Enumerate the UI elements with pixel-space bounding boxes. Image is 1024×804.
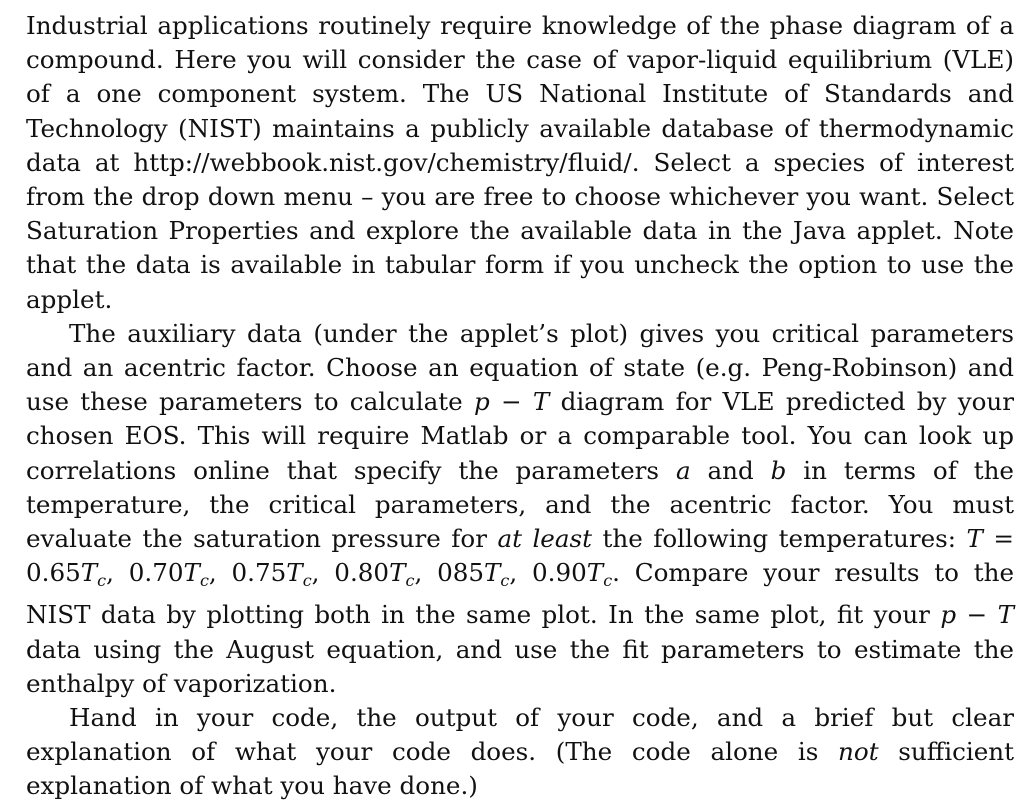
temperature-coefficient: 0.70 xyxy=(128,558,184,588)
temperature-symbol: T xyxy=(286,558,303,588)
paragraph-intro-text: Industrial applications routinely require knowledge of the phase diagram of a compound. Here you will consider the case of vapor-liquid equilibrium (VLE) of a one component system. The US National Institute of Standards and Technology (NIST) maintains a publicly available database of thermodynamic data at http://webbook.nist.gov/chemistry/fluid/. Select a species of interest from the drop down menu – you are free to choose whichever you want. Select Saturation Properties and explore the available data in the Java applet. Note that the data is available in tabular form if you uncheck the option to use the applet. xyxy=(26,11,1014,314)
temperature-separator: , xyxy=(106,558,129,588)
submission-text-1: Hand in your code, the output of your code, and a brief but clear explanation of what your code does. (The code alone is xyxy=(26,703,1014,767)
task-text-1: The auxiliary data (under the applet’s plot) gives you critical parameters and an acentric factor. Choose an equation of state (e.g. Peng-Robinson) and use these parameters to calculate xyxy=(26,318,1014,417)
temperature-separator: , xyxy=(509,558,533,588)
temperature-item xyxy=(532,558,620,591)
temperature-symbol: T xyxy=(183,558,200,588)
temperature-subscript: c xyxy=(199,571,209,591)
temperature-subscript: c xyxy=(603,571,613,591)
variable-b: b xyxy=(770,455,787,485)
paragraph-task xyxy=(26,317,1014,701)
temperature-symbol: T xyxy=(80,558,98,588)
temperature-separator: . xyxy=(612,558,620,588)
temperature-coefficient: 0.90 xyxy=(532,558,587,588)
temperature-subscript: c xyxy=(500,571,510,591)
temperature-item xyxy=(231,558,335,591)
task-text-6: data using the August equation, and use the fit parameters to estimate the enthalpy of vaporization. xyxy=(26,634,1014,698)
paragraph-intro xyxy=(26,9,1014,317)
t-equals: T = xyxy=(966,524,1014,554)
not-emphasis: not xyxy=(838,737,879,767)
temperature-symbol: T xyxy=(389,558,406,588)
submission-text-2: sufficient explanation of what you have done.) xyxy=(26,737,1014,801)
temperature-symbol: T xyxy=(586,558,604,588)
task-text-4: the following temperatures: xyxy=(592,524,967,554)
temperature-symbol: T xyxy=(484,558,501,588)
task-text-5: Compare your results to the NIST data by plotting both in the same plot. In the same plot, fit your xyxy=(26,558,1015,630)
temperature-subscript: c xyxy=(405,571,415,591)
temperature-separator: , xyxy=(414,558,438,588)
temperature-separator: , xyxy=(311,558,335,588)
paragraph-submission xyxy=(26,701,1014,804)
temperature-item xyxy=(437,558,533,591)
task-text-3: in terms of the temperature, the critical parameters, and the acentric factor. You must evaluate the saturation pressure for xyxy=(26,455,1014,554)
at-least-emphasis: at least xyxy=(497,524,593,554)
p-minus-t-term: p − T xyxy=(473,387,550,417)
temperature-coefficient: 0.65 xyxy=(26,558,81,588)
temperature-item xyxy=(334,558,438,591)
variable-a: a xyxy=(675,455,691,485)
temperature-item xyxy=(26,558,129,591)
and-word: and xyxy=(690,455,771,485)
temperature-coefficient: 085 xyxy=(437,558,485,588)
temperature-separator: , xyxy=(208,558,232,588)
p-minus-t-term-2: p − T xyxy=(940,600,1014,630)
temperature-item xyxy=(128,558,232,591)
temperature-subscript: c xyxy=(302,571,312,591)
temperature-coefficient: 0.75 xyxy=(231,558,287,588)
temperature-coefficient: 0.80 xyxy=(334,558,390,588)
task-text-2: diagram for VLE predicted by your chosen EOS. This will require Matlab or a comparable tool. You can look up correlations online that specify the parameters xyxy=(26,387,1014,485)
temperature-subscript: c xyxy=(97,571,107,591)
temperature-list xyxy=(26,558,620,591)
